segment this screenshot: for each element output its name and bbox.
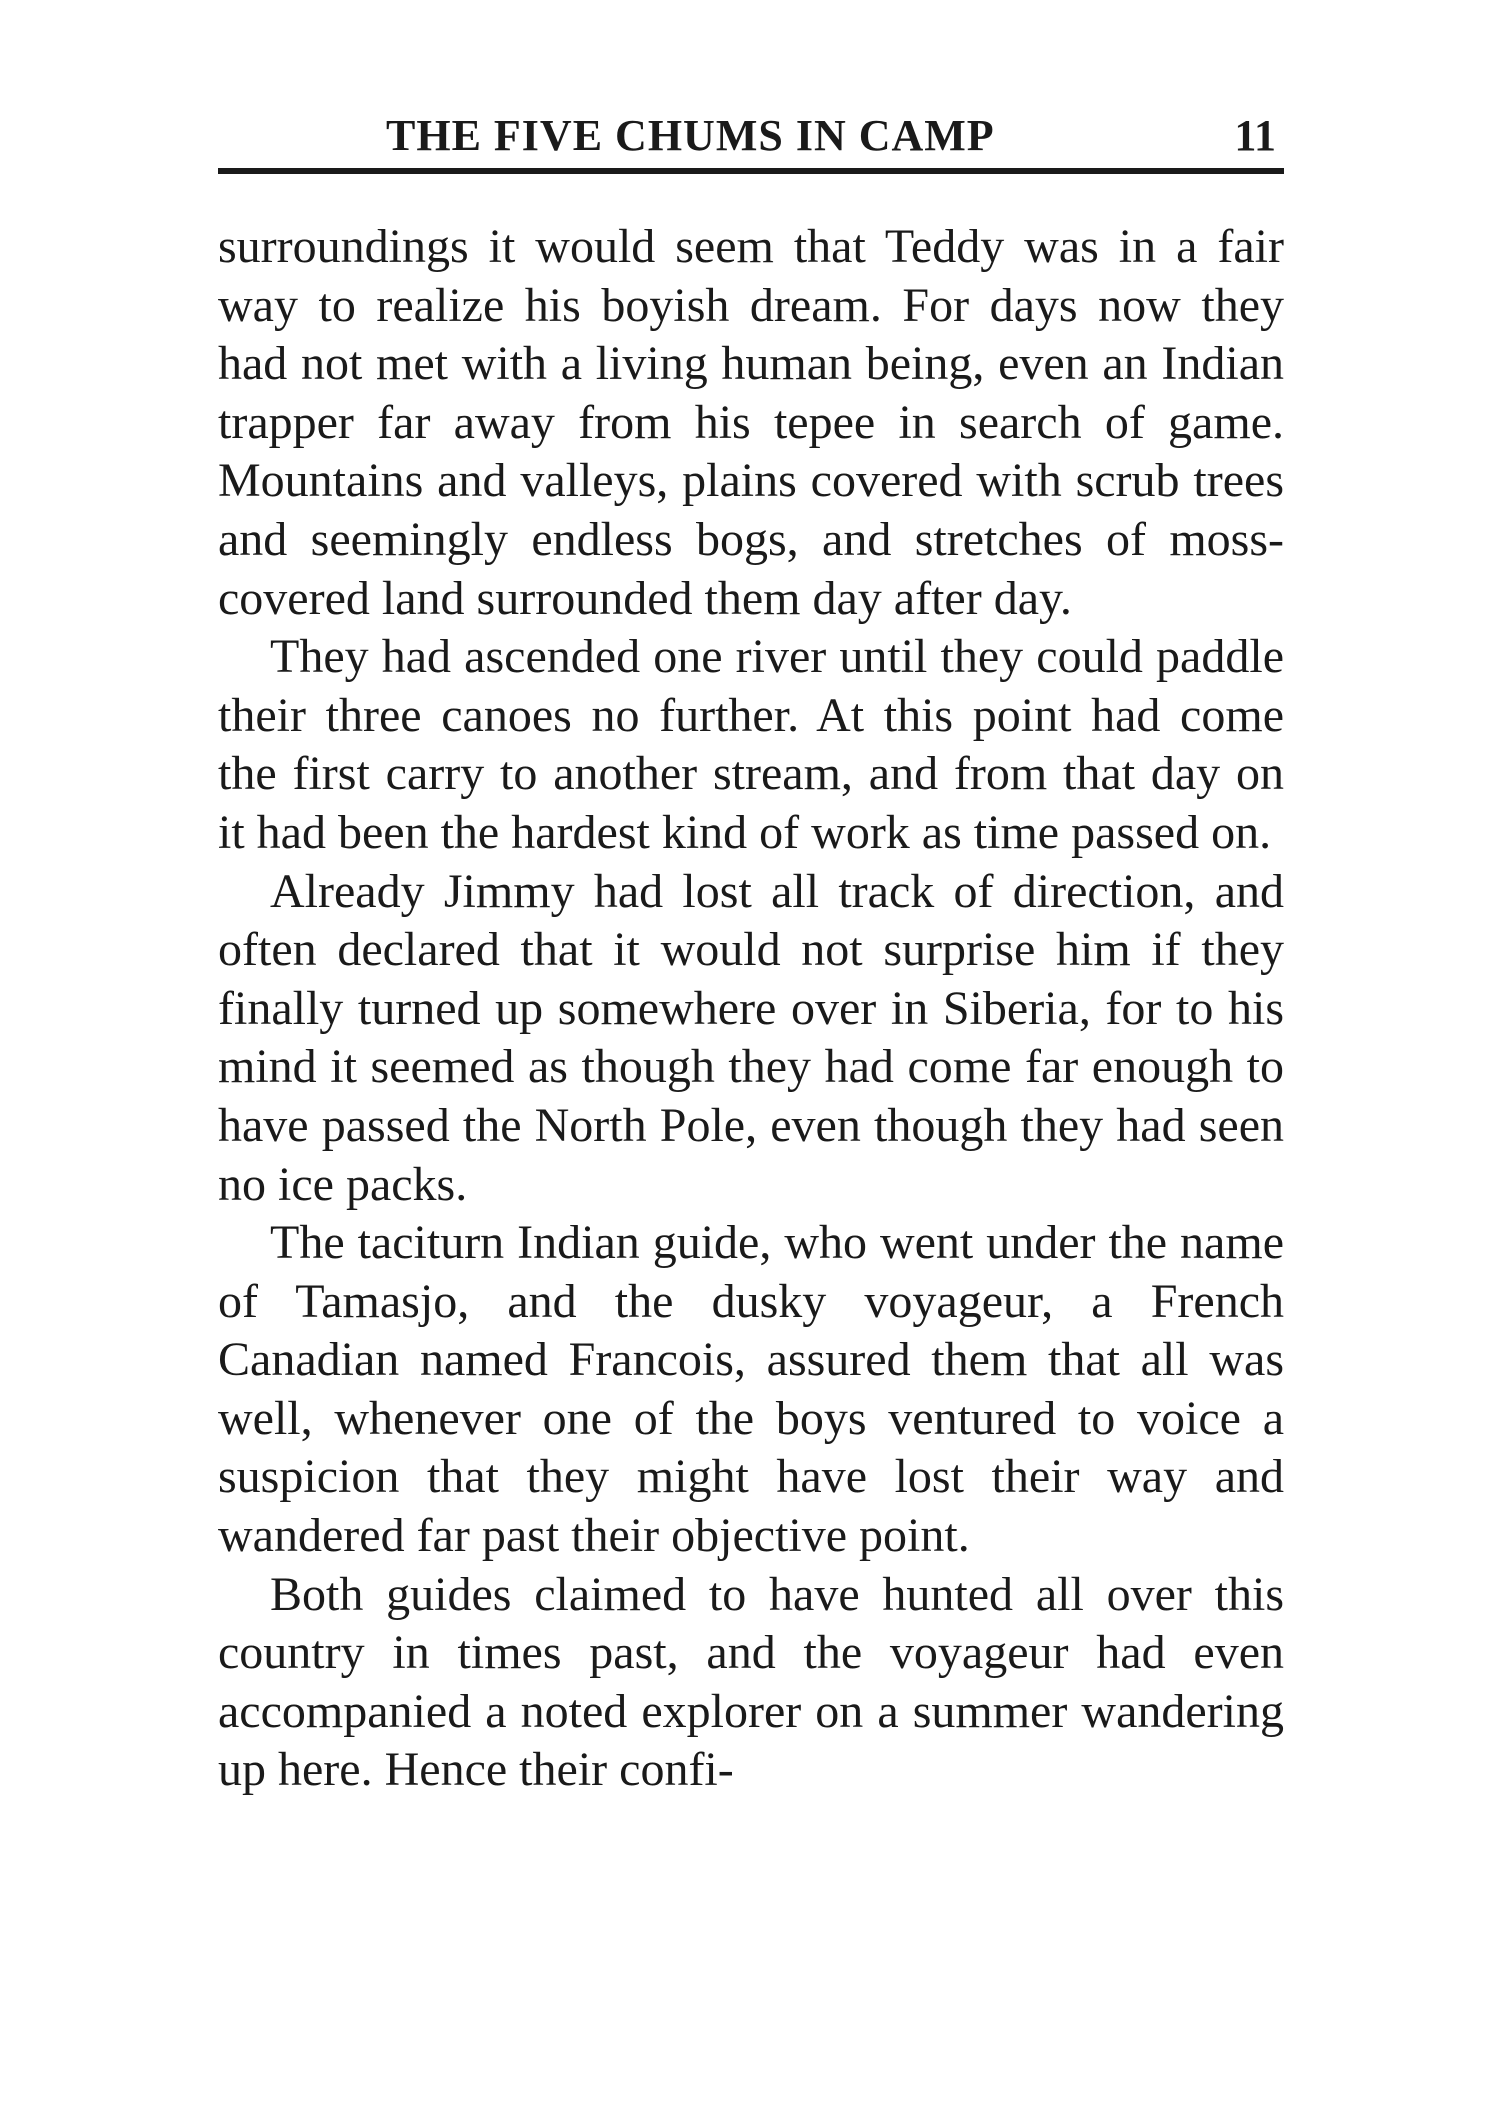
header-rule	[218, 168, 1284, 174]
paragraph-4: The taciturn Indian guide, who went under the name of Tamasjo, and the dusky voyageur, a French Canadian named Francois, assured them that all was well, whenever one of the boys ventured to voice a suspicion that they might have lost their way and wandered far past their objective point.	[218, 1216, 1284, 1563]
page-number: 11	[1234, 111, 1276, 160]
paragraph-1: surroundings it would seem that Teddy was in a fair way to realize his boyish dream. For days now they had not met with a living human being, even an Indian trapper far away from his tepee in search of game. Mountains and valleys, plains covered with scrub trees and seemingly endless bogs, and stretches of moss-covered land surrounded them day after day.	[218, 220, 1284, 625]
page-header	[218, 108, 1284, 170]
paragraph-3: Already Jimmy had lost all track of direction, and often declared that it would not surprise him if they finally turned up somewhere over in Siberia, for to his mind it seemed as though they had come far enough to have passed the North Pole, even though they had seen no ice packs.	[218, 864, 1284, 1211]
paragraph-5: Both guides claimed to have hunted all over this country in times past, and the voyageur had even accompanied a noted explorer on a summer wandering up here. Hence their confi-	[218, 1567, 1284, 1797]
body-text	[218, 218, 1284, 1800]
paragraph-2: They had ascended one river until they could paddle their three canoes no further. At this point had come the first carry to another stream, and from that day on it had been the hardest kind of work as time passed on.	[218, 630, 1284, 859]
running-title: THE FIVE CHUMS IN CAMP	[386, 111, 995, 160]
